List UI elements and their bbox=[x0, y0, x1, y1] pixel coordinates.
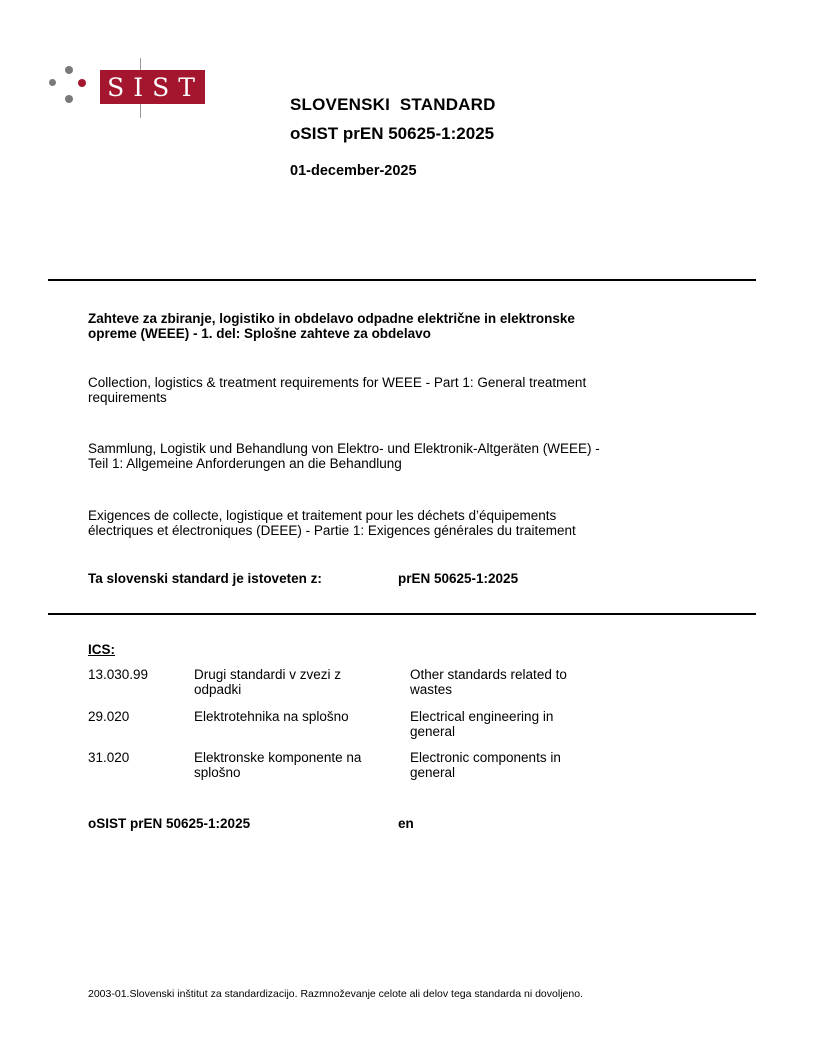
title-slovenian-line: Zahteve za zbiranje, logistiko in obdelavo odpadne električne in elektronske bbox=[88, 311, 575, 326]
title-french bbox=[88, 508, 728, 538]
logo-dot-icon bbox=[65, 66, 73, 74]
document-code: oSIST prEN 50625-1:2025 bbox=[88, 816, 251, 831]
ics-description-sl-line: Elektrotehnika na splošno bbox=[194, 709, 349, 724]
title-german-line: Teil 1: Allgemeine Anforderungen an die Behandlung bbox=[88, 456, 402, 471]
title-english-line: requirements bbox=[88, 390, 167, 405]
title-french-line: électriques et électroniques (DEEE) - Partie 1: Exigences générales du traitement bbox=[88, 523, 576, 538]
ics-description-en bbox=[410, 667, 620, 697]
ics-description-en-line: general bbox=[410, 765, 456, 780]
ics-description-en-line: general bbox=[410, 724, 456, 739]
ics-description-sl bbox=[194, 709, 404, 724]
standard-date: 01-december-2025 bbox=[290, 163, 417, 179]
ics-code: 13.030.99 bbox=[88, 667, 149, 682]
document-language: en bbox=[398, 816, 414, 831]
sist-logo bbox=[44, 58, 214, 120]
title-german bbox=[88, 441, 728, 471]
top-rule bbox=[48, 279, 756, 281]
identical-statement bbox=[88, 571, 728, 586]
logo-accent-dot-icon bbox=[78, 79, 86, 87]
title-english bbox=[88, 375, 728, 405]
logo-dot-icon bbox=[65, 95, 73, 103]
standard-type-heading: SLOVENSKI STANDARD bbox=[290, 95, 496, 114]
ics-description-sl bbox=[194, 750, 404, 780]
ics-description-sl bbox=[194, 667, 404, 697]
ics-description-en bbox=[410, 750, 620, 780]
title-slovenian bbox=[88, 311, 728, 341]
logo-wordmark: SIST bbox=[100, 70, 205, 104]
logo-dot-icon bbox=[49, 79, 56, 86]
copyright-footer: 2003-01.Slovenski inštitut za standardizacijo. Razmnoževanje celote ali delov tega standarda ni dovoljeno. bbox=[88, 988, 583, 1000]
ics-title: ICS: bbox=[88, 642, 115, 657]
ics-description-sl-line: Elektronske komponente na bbox=[194, 750, 362, 765]
ics-description-en-line: wastes bbox=[410, 682, 453, 697]
ics-description-en bbox=[410, 709, 620, 739]
ics-code: 29.020 bbox=[88, 709, 130, 724]
document-code-line bbox=[88, 816, 728, 831]
ics-description-en-line: Other standards related to bbox=[410, 667, 567, 682]
ics-description-sl-line: odpadki bbox=[194, 682, 242, 697]
title-slovenian-line: opreme (WEEE) - 1. del: Splošne zahteve za obdelavo bbox=[88, 326, 431, 341]
identical-value: prEN 50625-1:2025 bbox=[398, 571, 519, 586]
standard-code-heading: oSIST prEN 50625-1:2025 bbox=[290, 124, 495, 143]
ics-code: 31.020 bbox=[88, 750, 130, 765]
title-french-line: Exigences de collecte, logistique et traitement pour les déchets d’équipements bbox=[88, 508, 557, 523]
title-german-line: Sammlung, Logistik und Behandlung von Elektro- und Elektronik-Altgeräten (WEEE) - bbox=[88, 441, 600, 456]
ics-description-sl-line: splošno bbox=[194, 765, 241, 780]
ics-description-en-line: Electrical engineering in bbox=[410, 709, 554, 724]
identical-label: Ta slovenski standard je istoveten z: bbox=[88, 571, 322, 586]
ics-description-en-line: Electronic components in bbox=[410, 750, 561, 765]
middle-rule bbox=[48, 613, 756, 615]
ics-description-sl-line: Drugi standardi v zvezi z bbox=[194, 667, 342, 682]
title-english-line: Collection, logistics & treatment requirements for WEEE - Part 1: General treatment bbox=[88, 375, 587, 390]
